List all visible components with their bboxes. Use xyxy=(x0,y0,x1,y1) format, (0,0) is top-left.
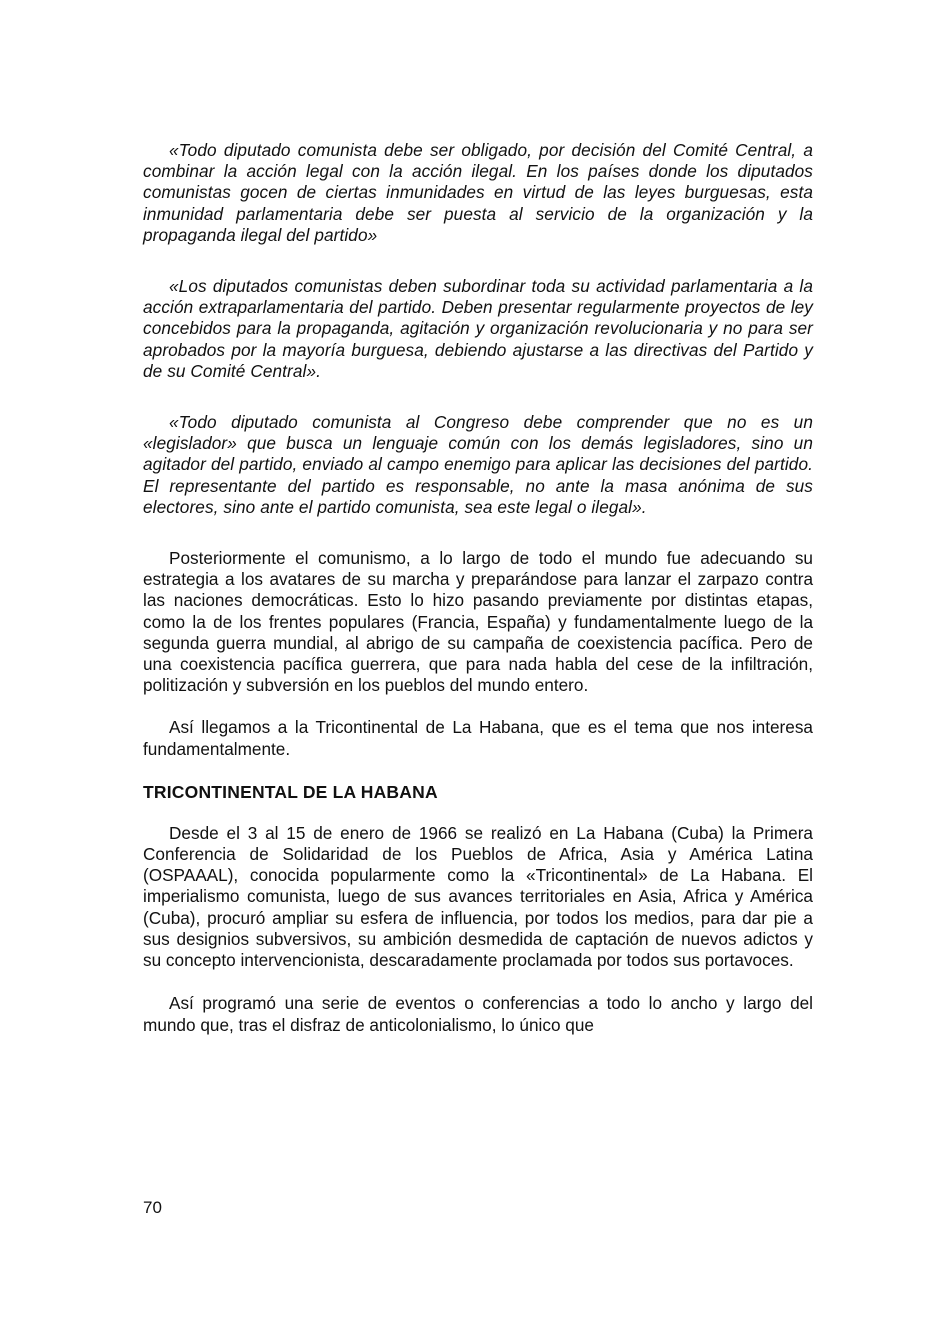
body-paragraph-3: Desde el 3 al 15 de enero de 1966 se realizó en La Habana (Cuba) la Primera Conferencia de Solidaridad de los Pueblos de Africa, Asia y América Latina (OSPAAAL), conocida popularmente como la «Tricontinental» de La Habana. El imperialismo comunista, luego de sus avances territoriales en Asia, Africa y América (Cuba), procuró ampliar su esfera de influencia, por todos los medios, para dar pie a sus designios subversivos, su ambición desmedida de captación de nuevos adictos y su concepto intervencionista, descaradamente proclamada por todos sus portavoces. xyxy=(143,822,813,971)
text-column xyxy=(143,140,813,1036)
body-paragraph-4: Así programó una serie de eventos o conferencias a todo lo ancho y largo del mundo que, tras el disfraz de anticolonialismo, lo único que xyxy=(143,993,813,1035)
quote-paragraph-1: «Todo diputado comunista debe ser obligado, por decisión del Comité Central, a combinar la acción legal con la acción ilegal. En los países donde los diputados comunistas gocen de ciertas inmunidades en virtud de las leyes burguesas, esta inmunidad parlamentaria debe ser puesta al servicio de la organización y la propaganda ilegal del partido» xyxy=(143,140,813,245)
quote-paragraph-2: «Los diputados comunistas deben subordinar toda su actividad parlamentaria a la acción extraparlamentaria del partido. Deben presentar regularmente proyectos de ley concebidos para la propaganda, agitación y organización revolucionaria y no para ser aprobados por la mayoría burguesa, debiendo ajustarse a las directivas del Partido y de su Comité Central». xyxy=(143,276,813,381)
section-heading: TRICONTINENTAL DE LA HABANA xyxy=(143,781,438,802)
body-paragraph-1: Posteriormente el comunismo, a lo largo de todo el mundo fue adecuando su estrategia a los avatares de su marcha y preparándose para lanzar el zarpazo contra las naciones democráticas. Esto lo hizo pasando previamente por distintas etapas, como la de los frentes populares (Francia, España) y fundamentalmente luego de la segunda guerra mundial, al abrigo de su campaña de coexistencia pacífica. Pero de una coexistencia pacífica guerrera, que para nada habla del cese de la infiltración, politización y subversión en los pueblos del mundo entero. xyxy=(143,548,813,696)
page-number: 70 xyxy=(143,1198,162,1217)
quote-paragraph-3: «Todo diputado comunista al Congreso debe comprender que no es un «legislador» que busca un lenguaje común con los demás legisladores, sino un agitador del partido, enviado al campo enemigo para aplicar las decisiones del partido. El representante del partido es responsable, no ante la masa anónima de sus electores, sino ante el partido comunista, sea este legal o ilegal». xyxy=(143,412,813,517)
body-paragraph-2: Así llegamos a la Tricontinental de La Habana, que es el tema que nos interesa fundamentalmente. xyxy=(143,717,813,759)
